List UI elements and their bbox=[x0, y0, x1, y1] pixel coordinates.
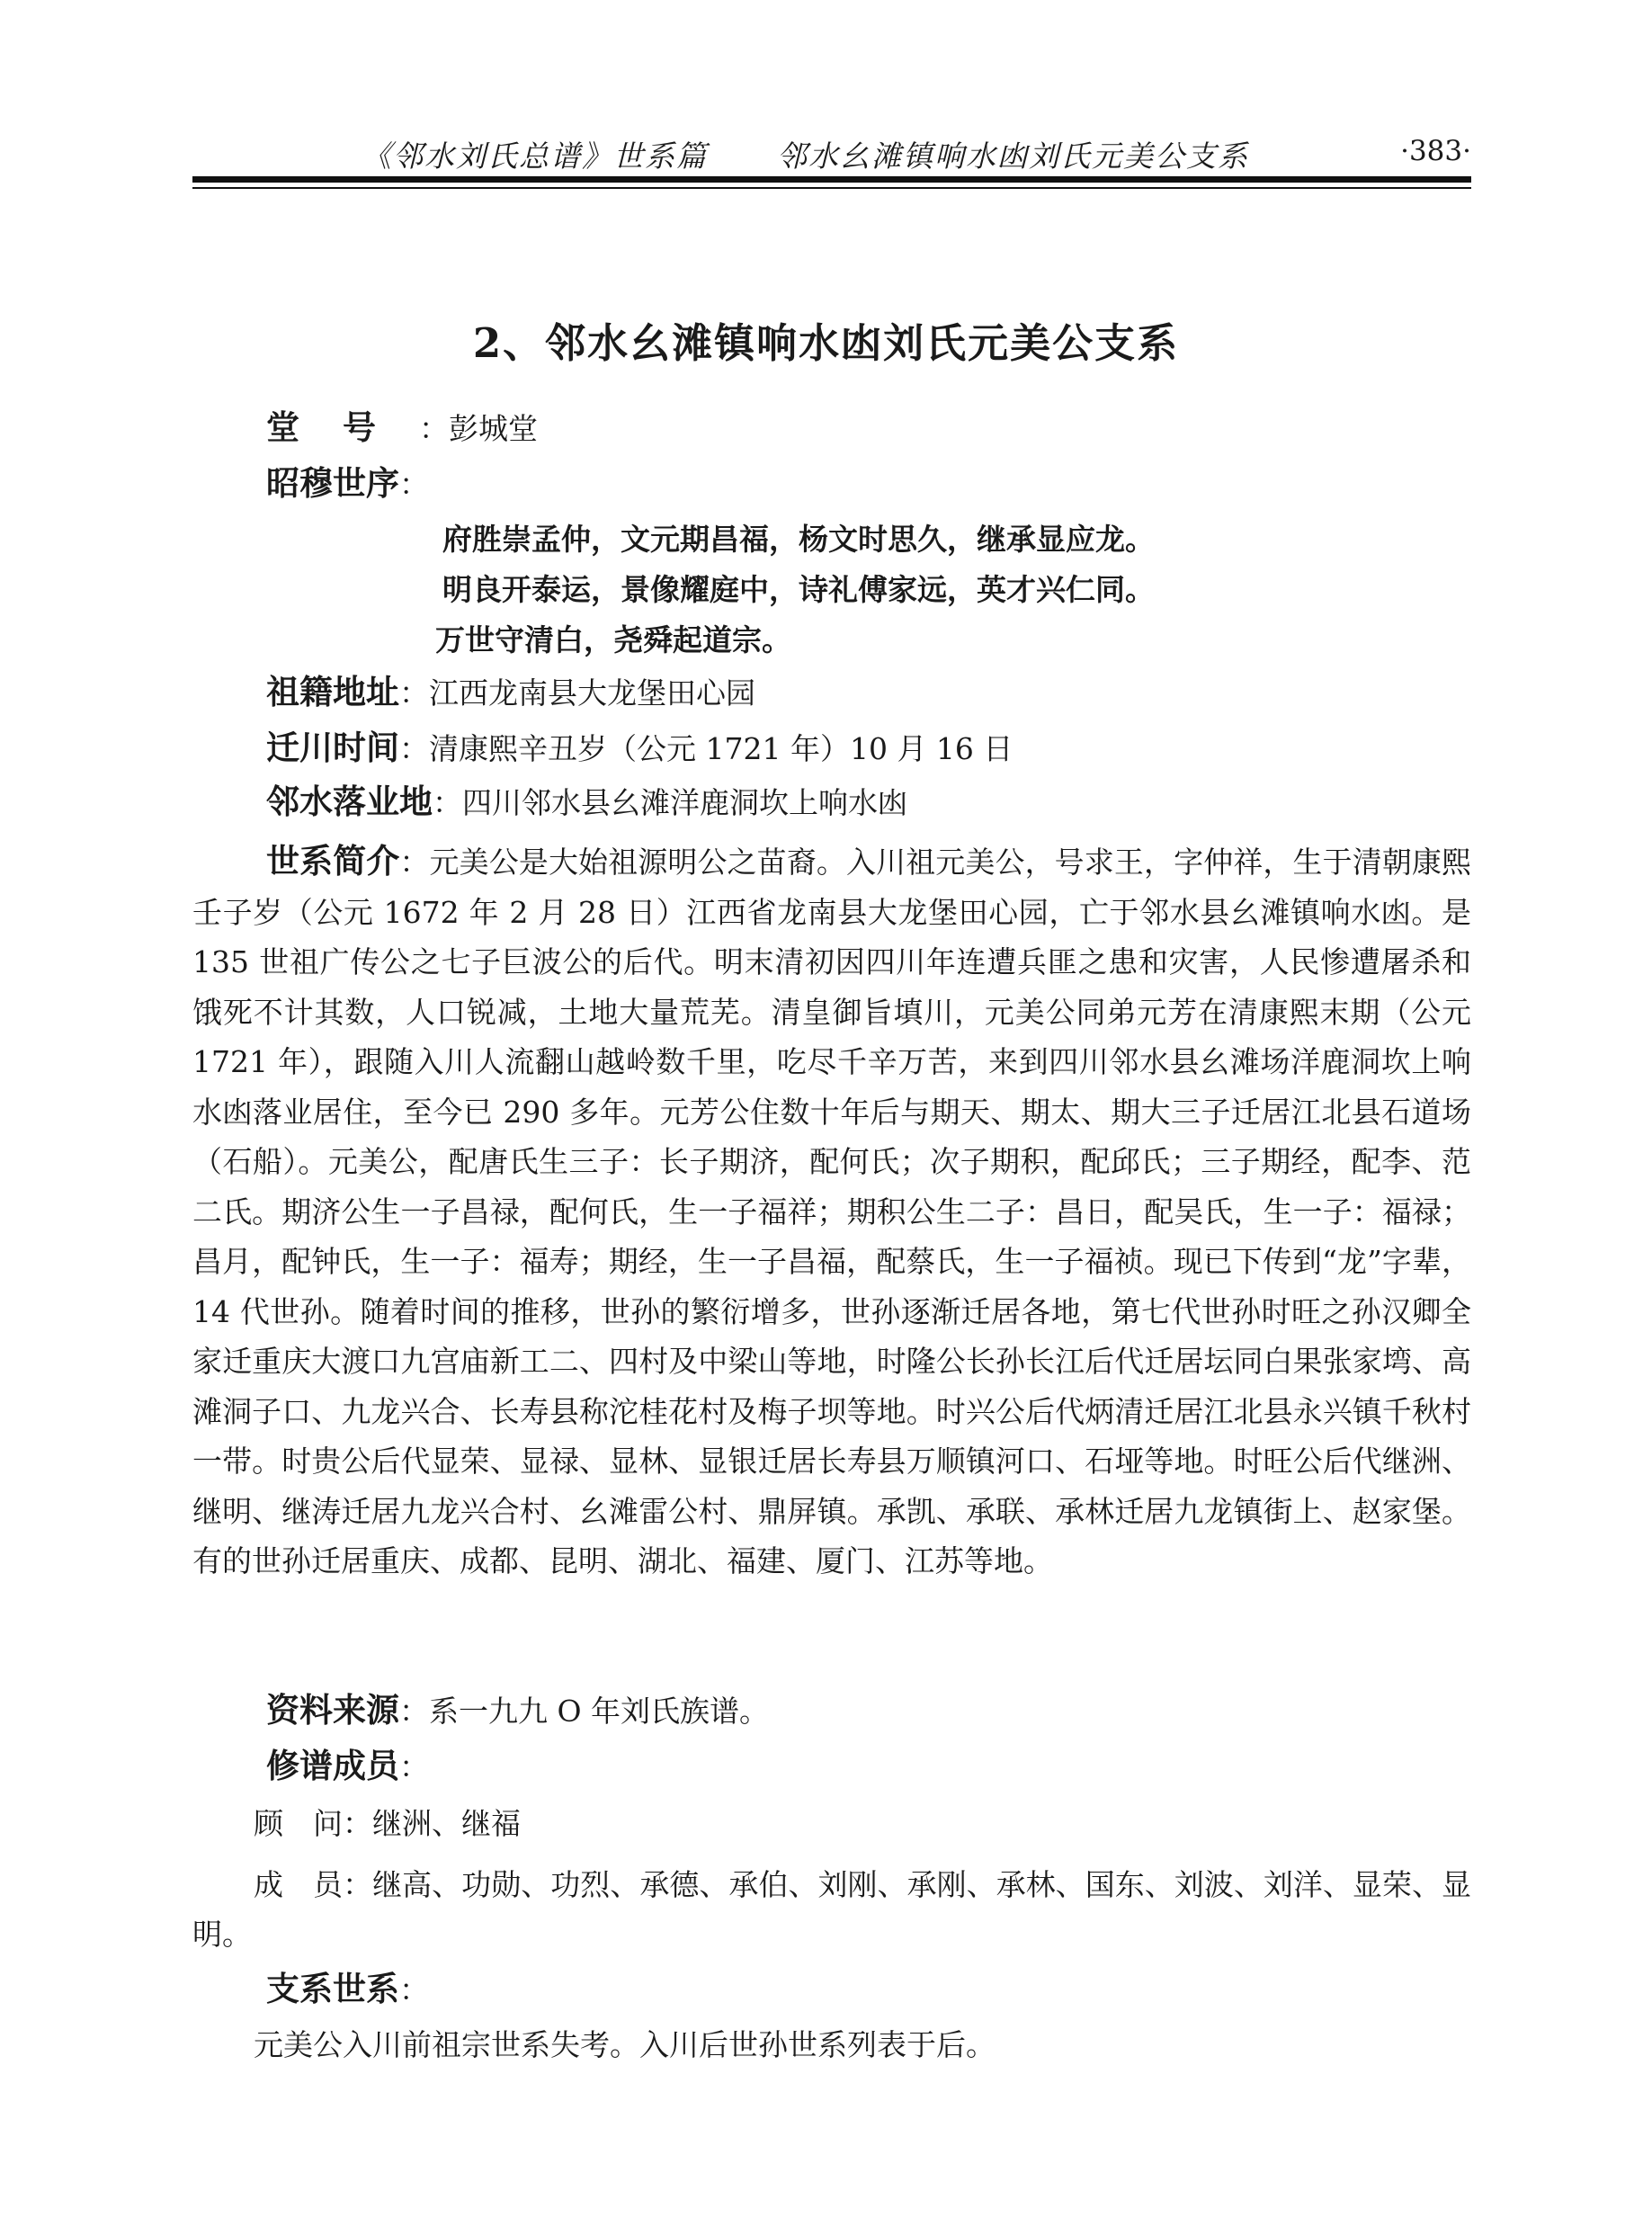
zuji-sep: ： bbox=[399, 675, 429, 711]
header-rule-thick bbox=[192, 176, 1471, 183]
zhaomu-label: 昭穆世序 bbox=[266, 464, 399, 503]
zhixi-sep: ： bbox=[399, 1972, 429, 2007]
chengyuan-value: 继高、功勋、功烈、承德、承伯、刘刚、承刚、承林、国东、刘波、刘洋、显荣、显明。 bbox=[192, 1867, 1472, 1952]
chengyuan-paragraph bbox=[192, 1860, 1471, 1959]
zhaomu-line: 府胜崇孟仲，文元期昌福，杨文时思久，继承显应龙。 bbox=[442, 522, 1155, 557]
xiupu-field bbox=[266, 1745, 429, 1789]
tanghao-field bbox=[266, 407, 538, 451]
luoye-value: 四川邻水县幺滩洋鹿洞坎上响水凼 bbox=[462, 785, 907, 820]
guwen-value: 继洲、继福 bbox=[372, 1806, 521, 1841]
header-rule-thin bbox=[192, 187, 1471, 189]
zhaomu-sep: ： bbox=[399, 467, 429, 502]
luoye-field bbox=[266, 781, 907, 825]
ziliao-value: 系一九九 O 年刘氏族谱。 bbox=[429, 1694, 770, 1729]
zhaomu-field bbox=[266, 462, 429, 506]
shixi-sep: ： bbox=[399, 845, 430, 880]
running-header bbox=[192, 124, 1471, 174]
tanghao-value: 彭城堂 bbox=[449, 411, 538, 446]
zhixi-field bbox=[266, 1968, 429, 2012]
header-section-title: 邻水幺滩镇响水凼刘氏元美公支系 bbox=[777, 139, 1249, 174]
xiupu-label: 修谱成员 bbox=[266, 1747, 399, 1785]
shixi-text: 元美公是大始祖源明公之苗裔。入川祖元美公，号求王，字仲祥，生于清朝康熙壬子岁（公元 1672 年 2 月 28 日）江西省龙南县大龙堡田心园，亡于邻水县幺滩镇响水凼。是 135 世祖广传公之七子巨波公的后代。明末清初因四川年连遭兵匪之患和灾害，人民惨遭屠杀和饿死不计其数，人口锐减，土地大量荒芜。清皇御旨填川，元美公同弟元芳在清康熙末期（公元 1721 年），跟随入川人流翻山越岭数千里，吃尽千辛万苦，来到四川邻水县幺滩场洋鹿洞坎上响水凼落业居住，至今已 290 多年。元芳公住数十年后与期天、期太、期大三子迁居江北县石道场（石船）。元美公，配唐氏生三子：长子期济，配何氏；次子期积，配邱氏；三子期经，配李、范二氏。期济公生一子昌禄，配何氏，生一子福祥；期积公生二子：昌日，配吴氏，生一子：福禄；昌月，配钟氏，生一子：福寿；期经，生一子昌福，配蔡氏，生一子福祯。现已下传到“龙”字辈，14 代世孙。随着时间的推移，世孙的繁衍增多，世孙逐渐迁居各地，第七代世孙时旺之孙汉卿全家迁重庆大渡口九宫庙新工二、四村及中梁山等地，时隆公长孙长江后代迁居坛同白果张家塆、高滩洞子口、九龙兴合、长寿县称沱桂花村及梅子坝等地。时兴公后代炳清迁居江北县永兴镇千秋村一带。时贵公后代显荣、显禄、显林、显银迁居长寿县万顺镇河口、石垭等地。时旺公后代继洲、继明、继涛迁居九龙兴合村、幺滩雷公村、鼎屏镇。承凯、承联、承林迁居九龙镇街上、赵家堡。有的世孙迁居重庆、成都、昆明、湖北、福建、厦门、江苏等地。 bbox=[192, 845, 1472, 1578]
zhaomu-line: 明良开泰运，景像耀庭中，诗礼傅家远，英才兴仁同。 bbox=[442, 572, 1155, 607]
zuji-field bbox=[266, 671, 755, 715]
qianchuan-field bbox=[266, 727, 1013, 771]
shixi-paragraph bbox=[192, 836, 1471, 1587]
luoye-sep: ： bbox=[433, 785, 462, 820]
section-title: 2、邻水幺滩镇响水凼刘氏元美公支系 bbox=[472, 319, 1180, 367]
qianchuan-value: 清康熙辛丑岁（公元 1721 年）10 月 16 日 bbox=[429, 731, 1014, 766]
tanghao-label: 堂号 bbox=[266, 408, 419, 447]
zhixi-label: 支系世系 bbox=[266, 1970, 399, 2008]
zuji-label: 祖籍地址 bbox=[266, 673, 399, 711]
guwen-line bbox=[254, 1802, 521, 1846]
tanghao-sep: ： bbox=[419, 411, 449, 446]
qianchuan-label: 迁川时间 bbox=[266, 729, 399, 767]
xiupu-sep: ： bbox=[399, 1749, 429, 1784]
ziliao-field bbox=[266, 1689, 769, 1733]
ziliao-label: 资料来源 bbox=[266, 1691, 399, 1730]
page-number: ·383· bbox=[1400, 135, 1471, 167]
shixi-label: 世系简介 bbox=[266, 842, 400, 881]
qianchuan-sep: ： bbox=[399, 731, 429, 766]
luoye-label: 邻水落业地 bbox=[266, 782, 433, 821]
zuji-value: 江西龙南县大龙堡田心园 bbox=[429, 675, 755, 711]
chengyuan-label: 成 员： bbox=[254, 1867, 373, 1902]
zhaomu-line: 万世守清白，尧舜起道宗。 bbox=[435, 622, 791, 657]
closing-line: 元美公入川前祖宗世系失考。入川后世孙世系列表于后。 bbox=[254, 2027, 996, 2062]
header-book-title: 《邻水刘氏总谱》世系篇 bbox=[362, 139, 708, 174]
ziliao-sep: ： bbox=[399, 1694, 429, 1729]
guwen-label: 顾 问： bbox=[254, 1806, 372, 1841]
